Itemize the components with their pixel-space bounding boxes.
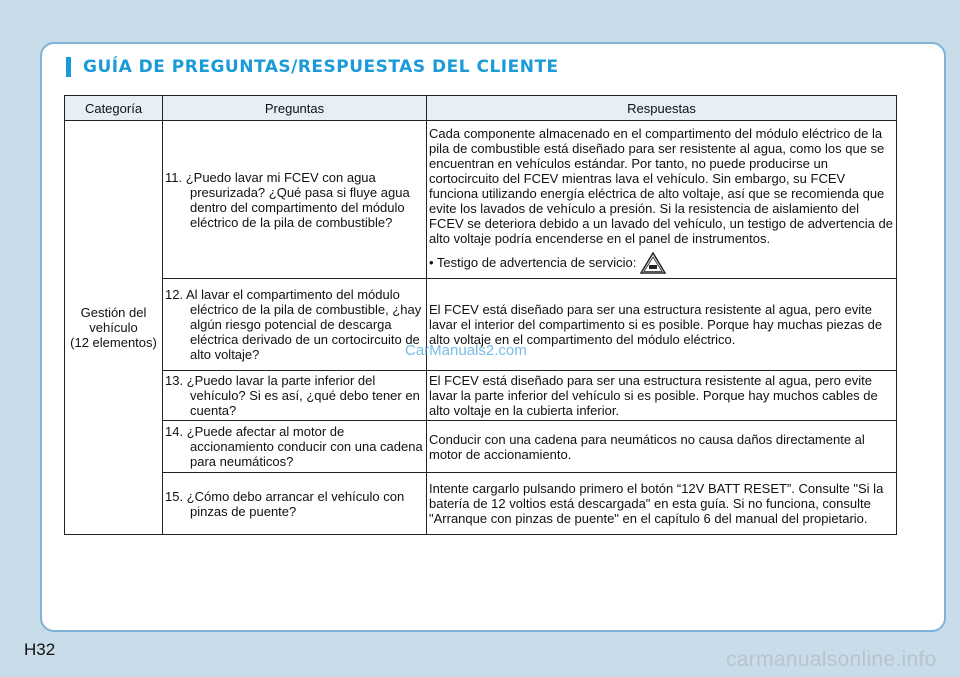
question-text: 11. ¿Puedo lavar mi FCEV con agua presurizada? ¿Qué pasa si fluye agua dentro del compartimento del módulo eléctrico de la pila de combustible? <box>165 169 410 230</box>
category-cell <box>65 121 163 535</box>
qa-table <box>64 95 897 535</box>
title-accent-bar <box>66 57 71 77</box>
answer-cell <box>427 473 897 535</box>
category-line: vehículo <box>89 320 138 335</box>
answer-text: El FCEV está diseñado para ser una estructura resistente al agua, pero evite lavar el interior del compartimento si es posible. Porque hay muchas piezas de alto voltaje en el compartimento del módulo eléctrico. <box>429 302 883 347</box>
table-row <box>65 371 897 421</box>
question-text: 14. ¿Puede afectar al motor de accionamiento conducir con una cadena para neumáticos? <box>165 424 423 469</box>
question-text: 13. ¿Puedo lavar la parte inferior del vehículo? Si es así, ¿qué debo tener en cuenta? <box>165 373 420 418</box>
page-number: H32 <box>24 640 56 659</box>
question-text: 15. ¿Cómo debo arrancar el vehículo con pinzas de puente? <box>165 488 405 519</box>
answer-text: Conducir con una cadena para neumáticos no causa daños directamente al motor de accionamiento. <box>429 431 865 462</box>
question-cell <box>163 473 427 535</box>
column-header-answers: Respuestas <box>427 96 897 121</box>
answer-cell <box>427 421 897 473</box>
category-line: Gestión del <box>80 305 147 320</box>
question-cell <box>163 371 427 421</box>
answer-cell <box>427 371 897 421</box>
answer-text: Intente cargarlo pulsando primero el botón “12V BATT RESET”. Consulte "Si la batería de 12 voltios está descargada" en esta guía. Si no funciona, consulte "Arranque con pinzas de puente" en el capítulo 6 del manual del propietario. <box>429 481 884 526</box>
table-header-row <box>65 96 897 121</box>
question-cell <box>163 421 427 473</box>
answer-cell <box>427 121 897 279</box>
table-row <box>65 473 897 535</box>
service-warning-bullet <box>429 252 894 274</box>
answer-text: El FCEV está diseñado para ser una estructura resistente al agua, pero evite lavar la parte inferior del vehículo si es posible. Porque hay muchos cables de alto voltaje en la cubierta inferior. <box>429 373 878 418</box>
question-text: 12. Al lavar el compartimento del módulo eléctrico de la pila de combustible, ¿hay algún riesgo potencial de descarga eléctrica derivado de un cortocircuito de alto voltaje? <box>165 287 422 362</box>
watermark-text: CarManuals2.com <box>405 342 527 359</box>
table-row <box>65 421 897 473</box>
answer-text: Cada componente almacenado en el compartimento del módulo eléctrico de la pila de combustible está diseñado para ser resistente al agua, como los que se encuentran en vehículos estándar. Por tanto, no puede producirse un cortocircuito del FCEV mientras lava el vehículo. Sin embargo, su FCEV funciona utilizando energía eléctrica de alto voltaje, así que se recomienda que evite los lavados de vehículo a presión. Si la resistencia de aislamiento del FCEV se deteriora debido a un lavado del vehículo, un testigo de advertencia de alto voltaje podría encenderse en el panel de instrumentos. <box>429 125 893 246</box>
category-line: (12 elementos) <box>70 335 157 350</box>
section-header <box>66 56 559 78</box>
footer-watermark: carmanualsonline.info <box>726 648 937 671</box>
bullet-text: • Testigo de advertencia de servicio: <box>429 255 637 270</box>
question-cell <box>163 279 427 371</box>
column-header-category: Categoría <box>65 96 163 121</box>
table-row <box>65 121 897 279</box>
column-header-questions: Preguntas <box>163 96 427 121</box>
warning-triangle-icon <box>640 252 666 274</box>
question-cell <box>163 121 427 279</box>
section-title: GUÍA DE PREGUNTAS/RESPUESTAS DEL CLIENTE <box>83 57 559 77</box>
